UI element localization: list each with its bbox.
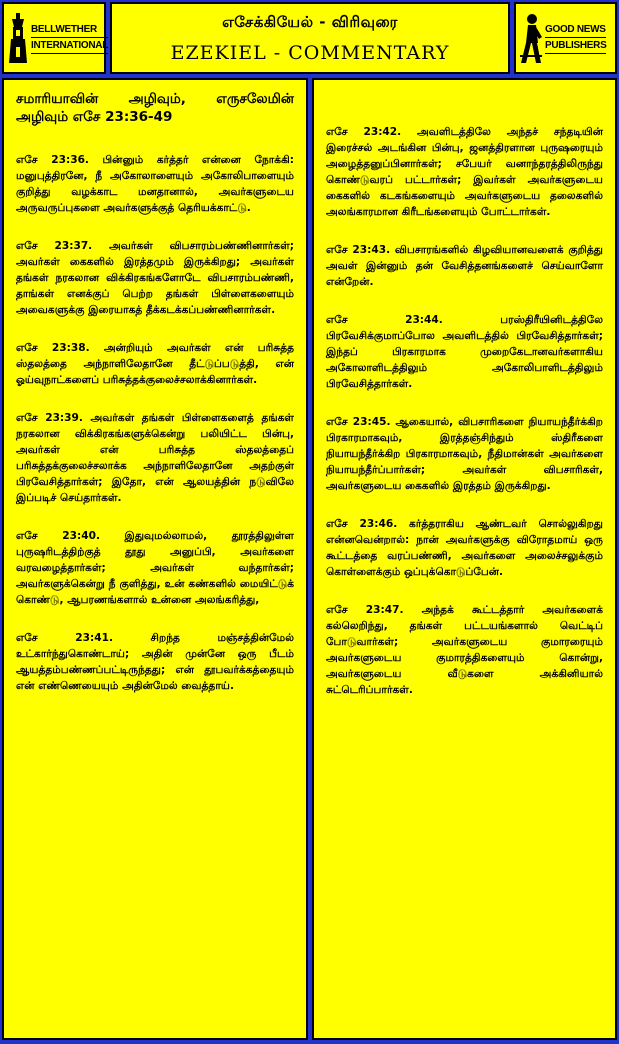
right-column — [312, 78, 617, 1040]
good-news-logo — [514, 2, 617, 74]
verse-paragraph: எசே 23:47. அந்தக் கூட்டத்தார் அவர்களைக் கல்லெறிந்து, தங்கள் பட்டயங்களால் வெட்டிப் போடுவார்கள்; அவர்களுடைய குமாரரையும் அவர்களுடைய குமாரத்திகளையும் கொன்று, அவர்களுடைய வீடுகளை அக்கினியால் சுட்டெரிப்பார்கள். — [326, 604, 603, 696]
verse-paragraph: எசே 23:40. இதுவுமல்லாமல், தூரத்திலுள்ள புருஷரிடத்திற்குத் தூது அனுப்பி, அவர்களை வரவழைத்தார்கள்; அவர்கள் வந்தார்கள்; அவர்களுக்கென்று நீ குளித்து, உன் கண்களில் மையிட்டுக் கொண்டு, ஆபரணங்களால் உன்னை அலங்கரித்து, — [16, 530, 294, 606]
verse-paragraph: எசே 23:42. அவளிடத்திலே அந்தச் சந்தடியின் இரைச்சல் அடங்கின பின்பு, ஜனத்திரளான புருஷரையும் அழைத்தனுப்பினார்கள்; சபேயர் வனாந்தரத்திலிருந்து கொண்டுவரப் பட்டார்கள்; இவர்கள் அவர்களுடைய கைகளில் கடகங்களையும் அவர்களுடைய தலைகளில் அலங்காரமான கிரீடங்களையும் போட்டார்கள். — [326, 126, 603, 218]
tamil-title: எசேக்கியேல் - விரிவுரை — [222, 13, 398, 31]
bell-tower-icon — [8, 13, 28, 63]
page-header — [110, 2, 510, 74]
verse-paragraph: எசே 23:39. அவர்கள் தங்கள் பிள்ளைகளைத் தங்கள் நரகலான விக்கிரகங்களுக்கென்று பலியிட்ட பின்பு, அவர்கள் என் பரிசுத்த ஸ்தலத்தைப் பரிசுத்தக்குலைச்சலாக்க அந்நாளிலேதானே அதற்குள் பிரவேசித்தார்கள்; இதோ, என் ஆலயத்தின் நடுவிலே இப்படிச் செய்தார்கள். — [16, 412, 294, 504]
verse-paragraph: எசே 23:37. அவர்கள் விபசாரம்பண்ணினார்கள்; அவர்கள் கைகளில் இரத்தமும் இருக்கிறது; அவர்கள் தங்கள் நரகலான விக்கிரகங்களோடே விபசாரம்பண்ணி, தாங்கள் எனக்குப் பெற்ற தங்கள் பிள்ளைகளையும் அவைகளுக்கு இரையாகத் தீக்கடக்கப்பண்ணினார்கள். — [16, 240, 294, 316]
verse-paragraph: எசே 23:36. பின்னும் கர்த்தர் என்னை நோக்கி: மனுபுத்திரனே, நீ அகோலாளையும் அகோலிபாளையும் குறித்து வழக்காட மனதானால், அவர்களுடைய அருவருப்புகளை அவர்களுக்குத் தெரியக்காட்டு. — [16, 154, 294, 214]
verse-paragraph: எசே 23:38. அன்றியும் அவர்கள் என் பரிசுத்த ஸ்தலத்தை அந்நாளிலேதானே தீட்டுப்படுத்தி, என் ஓய்வுநாட்களைப் பரிசுத்தக்குலைச்சலாக்கினார்கள். — [16, 342, 294, 386]
logo-right-line1: GOOD NEWS — [545, 22, 606, 38]
section-heading: சமாரியாவின் அழிவும், எருசலேமின் அழிவும் எசே 23:36-49 — [16, 91, 294, 125]
logo-left-line1: BELLWETHER — [31, 22, 108, 38]
english-title: EZEKIEL - COMMENTARY — [170, 42, 450, 64]
left-column — [2, 78, 308, 1040]
logo-right-line2: PUBLISHERS — [545, 38, 606, 54]
verse-paragraph: எசே 23:46. கர்த்தராகிய ஆண்டவர் சொல்லுகிறது என்னவென்றால்: நான் அவர்களுக்கு விரோதமாய் ஒரு கூட்டத்தை வரப்பண்ணி, அவர்களை அலைச்சலுக்கும் கொள்ளைக்கும் ஒப்புக்கொடுப்பேன். — [326, 518, 603, 578]
verse-paragraph: எசே 23:45. ஆகையால், விபசாரிகளை நியாயந்தீர்க்கிற பிரகாரமாகவும், இரத்தஞ்சிந்தும் ஸ்திரீகளை நியாயந்தீர்க்கிற பிரகாரமாகவும், நீதிமான்கள் அவர்களை நியாயந்தீர்ப்பார்கள்; அவர்கள் விபசாரிகள், அவர்களுடைய கைகளில் இரத்தம் இருக்கிறது. — [326, 416, 603, 492]
verse-paragraph: எசே 23:44. பரஸ்திரீயினிடத்திலே பிரவேசிக்குமாப்போல அவளிடத்தில் பிரவேசித்தார்கள்; இந்தப் பிரகாரமாக முறைகேடானவர்களாகிய அகோலாளிடத்திலும் அகோலிபாளிடத்திலும் பிரவேசித்தார்கள். — [326, 314, 603, 390]
verse-paragraph: எசே 23:43. விபசாரங்களில் கிழவியானவளைக் குறித்து அவள் இன்னும் தன் வேசித்தனங்களைச் செய்வாளோ என்றேன். — [326, 244, 603, 288]
walking-figure-icon — [520, 13, 542, 63]
logo-left-line2: INTERNATIONAL — [31, 38, 108, 54]
bellwether-logo — [2, 2, 109, 74]
verse-paragraph: எசே 23:41. சிறந்த மஞ்சத்தின்மேல் உட்கார்ந்துகொண்டாய்; அதின் முன்னே ஒரு பீடம் ஆயத்தம்பண்ணப்பட்டிருந்தது; என் தூபவர்க்கத்தையும் என் எண்ணெயையும் அதின்மேல் வைத்தாய். — [16, 632, 294, 692]
